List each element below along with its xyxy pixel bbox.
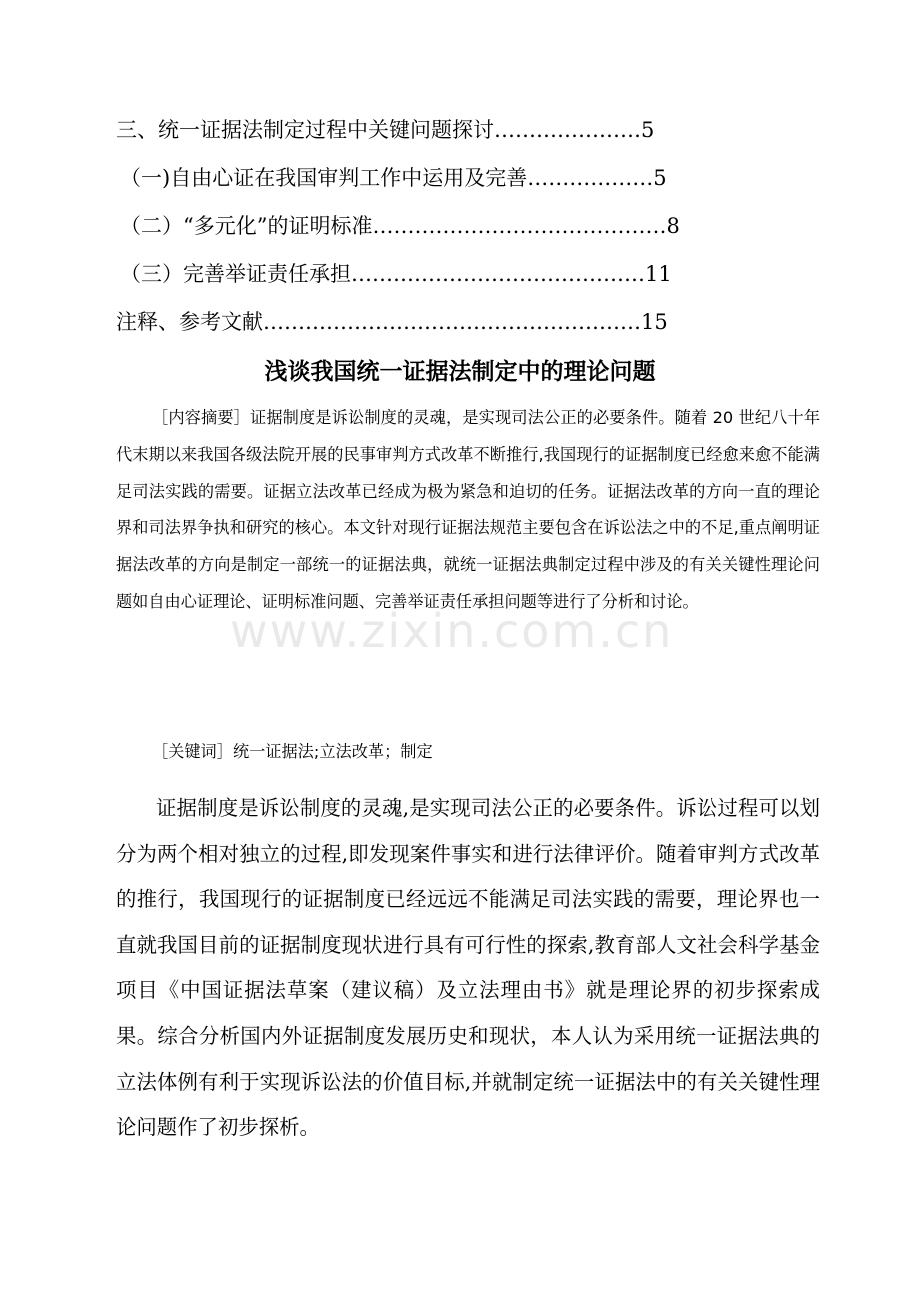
toc-entry-text: （一)自由心证在我国审判工作中运用及完善 <box>120 166 528 190</box>
toc-entry-text: （三）完善举证责任承担 <box>120 262 351 286</box>
toc-entry-references[interactable] <box>116 302 786 342</box>
document-title: 浅谈我国统一证据法制定中的理论问题 <box>264 359 656 385</box>
toc-page-number: 15 <box>641 310 668 334</box>
toc-leader-dots: ………………… <box>494 118 641 142</box>
abstract-paragraph <box>116 400 820 621</box>
toc-entry-subsection-3[interactable] <box>120 254 790 294</box>
toc-leader-dots: …………………………………… <box>351 262 645 286</box>
toc-leader-dots: ……………… <box>527 166 654 190</box>
toc-page-number: 5 <box>653 166 667 190</box>
toc-entry-text: 三、统一证据法制定过程中关键问题探讨 <box>116 118 494 142</box>
toc-entry-subsection-2[interactable] <box>120 206 790 246</box>
keywords-text: 统一证据法;立法改革；制定 <box>232 742 433 761</box>
toc-entry-section-3[interactable] <box>116 110 786 150</box>
abstract-text: 证据制度是诉讼制度的灵魂，是实现司法公正的必要条件。随着 20 世纪八十年代末期以来我国各级法院开展的民事审判方式改革不断推行,我国现行的证据制度已经愈来愈不能满足司法实践的需要。证据立法改革已经成为极为紧急和迫切的任务。证据法改革的方向一直的理论界和司法界争执和研究的核心。本文针对现行证据法规范主要包含在诉讼法之中的不足,重点阐明证据法改革的方向是制定一部统一的证据法典，就统一证据法典制定过程中涉及的有关关键性理论问题如自由心证理论、证明标准问题、完善举证责任承担问题等进行了分析和讨论。 <box>116 408 821 611</box>
keywords-label: ［关键词］ <box>152 742 233 761</box>
toc-leader-dots: …………………………………… <box>372 214 667 238</box>
toc-entry-text: （二）“多元化”的证明标准 <box>120 214 373 238</box>
toc-entry-subsection-1[interactable] <box>120 158 790 198</box>
toc-page-number: 5 <box>641 118 655 142</box>
toc-page-number: 11 <box>645 262 672 286</box>
body-paragraph: 证据制度是诉讼制度的灵魂,是实现司法公正的必要条件。诉讼过程可以划分为两个相对独立的过程,即发现案件事实和进行法律评价。随着审判方式改革的推行，我国现行的证据制度已经远远不能满足司法实践的需要，理论界也一直就我国目前的证据制度现状进行具有可行性的探索,教育部人文社会科学基金项目《中国证据法草案（建议稿）及立法理由书》就是理论界的初步探索成果。综合分析国内外证据制度发展历史和现状，本人认为采用统一证据法典的立法体例有利于实现诉讼法的价值目标,并就制定统一证据法中的有关关键性理论问题作了初步探析。 <box>116 796 820 1140</box>
abstract-label: ［内容摘要］ <box>152 408 250 427</box>
toc-entry-text: 注释、参考文献 <box>116 310 263 334</box>
toc-page-number: 8 <box>666 214 680 238</box>
watermark-text: www.zixin.com.cn <box>230 604 674 658</box>
toc-leader-dots: ……………………………………………… <box>263 310 641 334</box>
keywords-line <box>152 734 812 770</box>
